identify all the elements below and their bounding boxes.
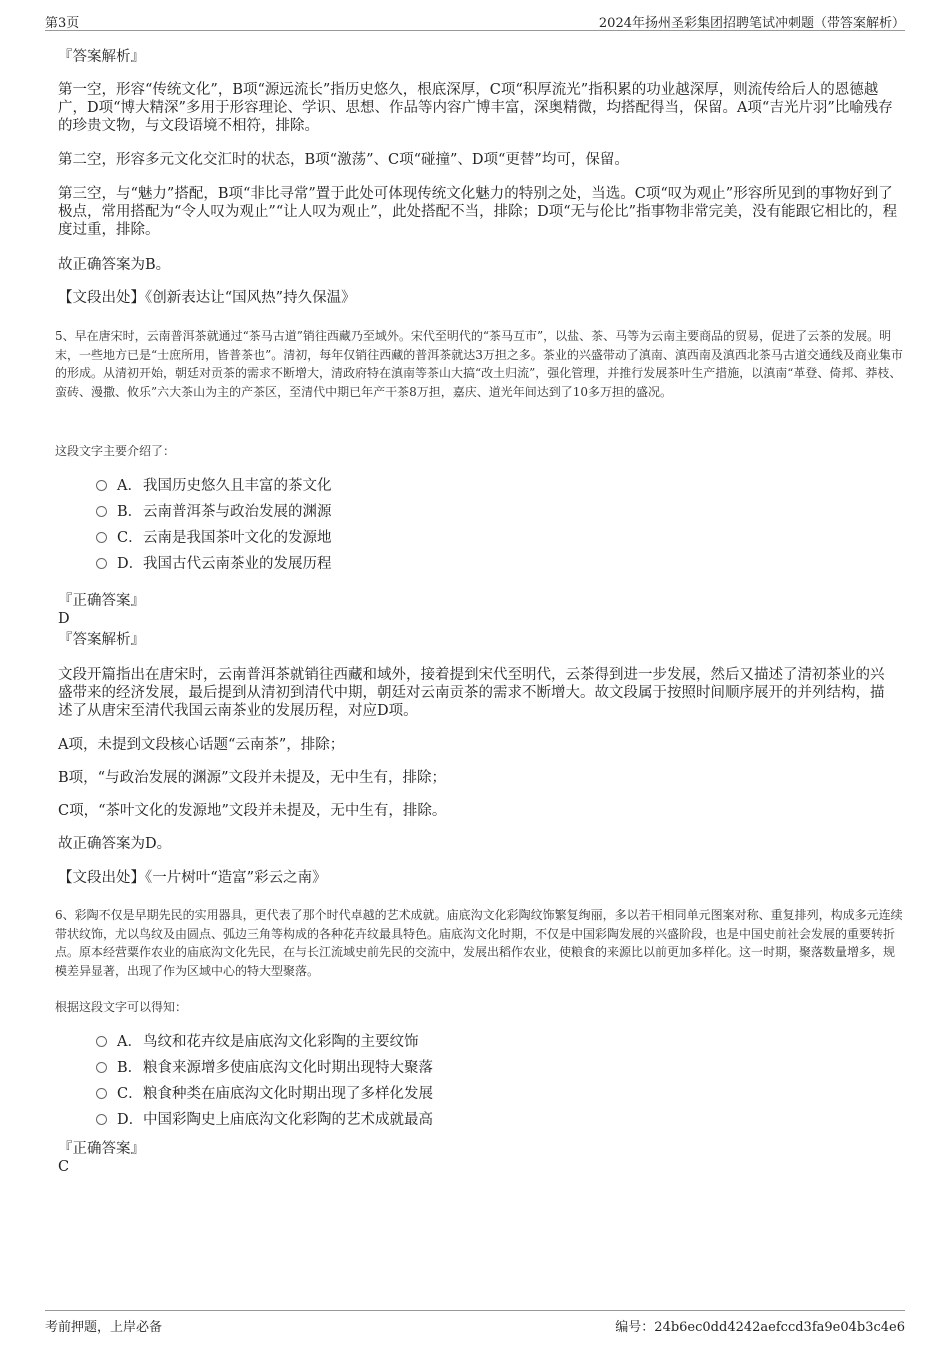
option-6-d[interactable]: D．中国彩陶史上庙底沟文化彩陶的艺术成就最高 — [96, 1110, 433, 1130]
option-5-c[interactable]: C．云南是我国茶叶文化的发源地 — [96, 528, 332, 548]
question-5-stem: 5、早在唐宋时，云南普洱茶就通过“茶马古道”销往西藏乃至域外。宋代至明代的“茶马互市”，以盐、茶、马等为云南主要商品的贸易，促进了云茶的发展。明末，一些地方已是“士庶所用，皆普茶也”。清初，每年仅销往西藏的普洱茶就达3万担之多。茶业的兴盛带动了滇南、滇西南及滇西北茶马古道交通线及商业集市的形成。从清初开始，朝廷对贡茶的需求不断增大，清政府特在滇南等茶山大搞“改土归流”，强化管理，并推行发展茶叶生产措施，以滇南“革登、倚邦、莽枝、蛮砖、漫撒、攸乐”六大茶山为主的产茶区，至清代中期已年产干茶8万担，嘉庆、道光年间达到了10多万担的盛况。 — [55, 329, 903, 399]
page-footer — [45, 1310, 905, 1335]
correct-answer-label: 『正确答案』 — [58, 593, 145, 609]
radio-icon[interactable] — [96, 480, 107, 491]
document-title: 2024年扬州圣彩集团招聘笔试冲刺题（带答案解析） — [598, 16, 905, 31]
option-5-a[interactable]: A．我国历史悠久且丰富的茶文化 — [96, 476, 332, 496]
source-citation: 【文段出处】《一片树叶“造富”彩云之南》 — [58, 870, 327, 886]
page-number: 第3页 — [45, 16, 80, 31]
analysis-paragraph-4: C项，“茶叶文化的发源地”文段并未提及，无中生有，排除。 — [58, 803, 447, 819]
radio-icon[interactable] — [96, 1114, 107, 1125]
radio-icon[interactable] — [96, 506, 107, 517]
option-5-b[interactable]: B．云南普洱茶与政治发展的渊源 — [96, 502, 332, 522]
analysis-conclusion: 故正确答案为B。 — [58, 257, 171, 273]
page-header — [45, 8, 905, 31]
question-5-prompt: 这段文字主要介绍了： — [55, 444, 176, 458]
analysis-paragraph-1: 第一空，形容“传统文化”，B项“源远流长”指历史悠久，根底深厚，C项“积厚流光”指积累的功业越深厚，则流传给后人的恩德越广，D项“博大精深”多用于形容理论、学识、思想、作品等内容广博丰富，深奥精微，均搭配得当，保留。A项“吉光片羽”比喻残存的珍贵文物，与文段语境不相符，排除。 — [58, 82, 893, 134]
correct-answer: D — [58, 611, 70, 627]
correct-answer: C — [58, 1159, 70, 1175]
radio-icon[interactable] — [96, 532, 107, 543]
analysis-paragraph-1: 文段开篇指出在唐宋时，云南普洱茶就销往西藏和域外，接着提到宋代至明代，云茶得到进一步发展，然后又描述了清初茶业的兴盛带来的经济发展，最后提到从清初到清代中期，朝廷对云南贡茶的需求不断增大。故文段属于按照时间顺序展开的并列结构，描述了从唐宋至清代我国云南茶业的发展历程，对应D项。 — [58, 667, 885, 719]
radio-icon[interactable] — [96, 1088, 107, 1099]
radio-icon[interactable] — [96, 1062, 107, 1073]
footer-slogan: 考前押题，上岸必备 — [45, 1320, 163, 1335]
correct-answer-label: 『正确答案』 — [58, 1141, 145, 1157]
analysis-paragraph-2: A项，未提到文段核心话题“云南茶”，排除； — [58, 737, 345, 753]
option-6-c[interactable]: C．粮食种类在庙底沟文化时期出现了多样化发展 — [96, 1084, 433, 1104]
question-6-prompt: 根据这段文字可以得知： — [55, 1000, 188, 1014]
radio-icon[interactable] — [96, 1036, 107, 1047]
question-6-stem: 6、彩陶不仅是早期先民的实用器具，更代表了那个时代卓越的艺术成就。庙底沟文化彩陶纹饰繁复绚丽，多以若干相同单元图案对称、重复排列，构成多元连续带状纹饰，尤以鸟纹及由圆点、弧边三角等构成的各种花卉纹最具特色。庙底沟文化时期，不仅是中国彩陶发展的兴盛阶段，也是中国史前社会发展的重要转折点。原本经营粟作农业的庙底沟文化先民，在与长江流域史前先民的交流中，发展出稻作农业，使粮食的来源比以前更加多样化。这一时期，聚落数量增多，规模差异显著，出现了作为区域中心的特大型聚落。 — [55, 908, 903, 978]
analysis-paragraph-3: B项，“与政治发展的渊源”文段并未提及，无中生有，排除； — [58, 770, 446, 786]
analysis-label: 『答案解析』 — [58, 632, 145, 648]
document-code: 编号：24b6ec0dd4242aefccd3fa9e04b3c4e6 — [615, 1320, 905, 1335]
analysis-paragraph-2: 第二空，形容多元文化交汇时的状态，B项“激荡”、C项“碰撞”、D项“更替”均可，保留。 — [58, 152, 629, 168]
option-6-a[interactable]: A．鸟纹和花卉纹是庙底沟文化彩陶的主要纹饰 — [96, 1032, 419, 1052]
analysis-conclusion: 故正确答案为D。 — [58, 836, 172, 852]
source-citation: 【文段出处】《创新表达让“国风热”持久保温》 — [58, 290, 356, 306]
analysis-label: 『答案解析』 — [58, 49, 145, 65]
radio-icon[interactable] — [96, 558, 107, 569]
option-5-d[interactable]: D．我国古代云南茶业的发展历程 — [96, 554, 332, 574]
analysis-paragraph-3: 第三空，与“魅力”搭配，B项“非比寻常”置于此处可体现传统文化魅力的特别之处，当选。C项“叹为观止”形容所见到的事物好到了极点，常用搭配为“令人叹为观止”“让人叹为观止”，此处搭配不当，排除；D项“无与伦比”指事物非常完美，没有能跟它相比的，程度过重，排除。 — [58, 186, 898, 238]
option-6-b[interactable]: B．粮食来源增多使庙底沟文化时期出现特大聚落 — [96, 1058, 433, 1078]
